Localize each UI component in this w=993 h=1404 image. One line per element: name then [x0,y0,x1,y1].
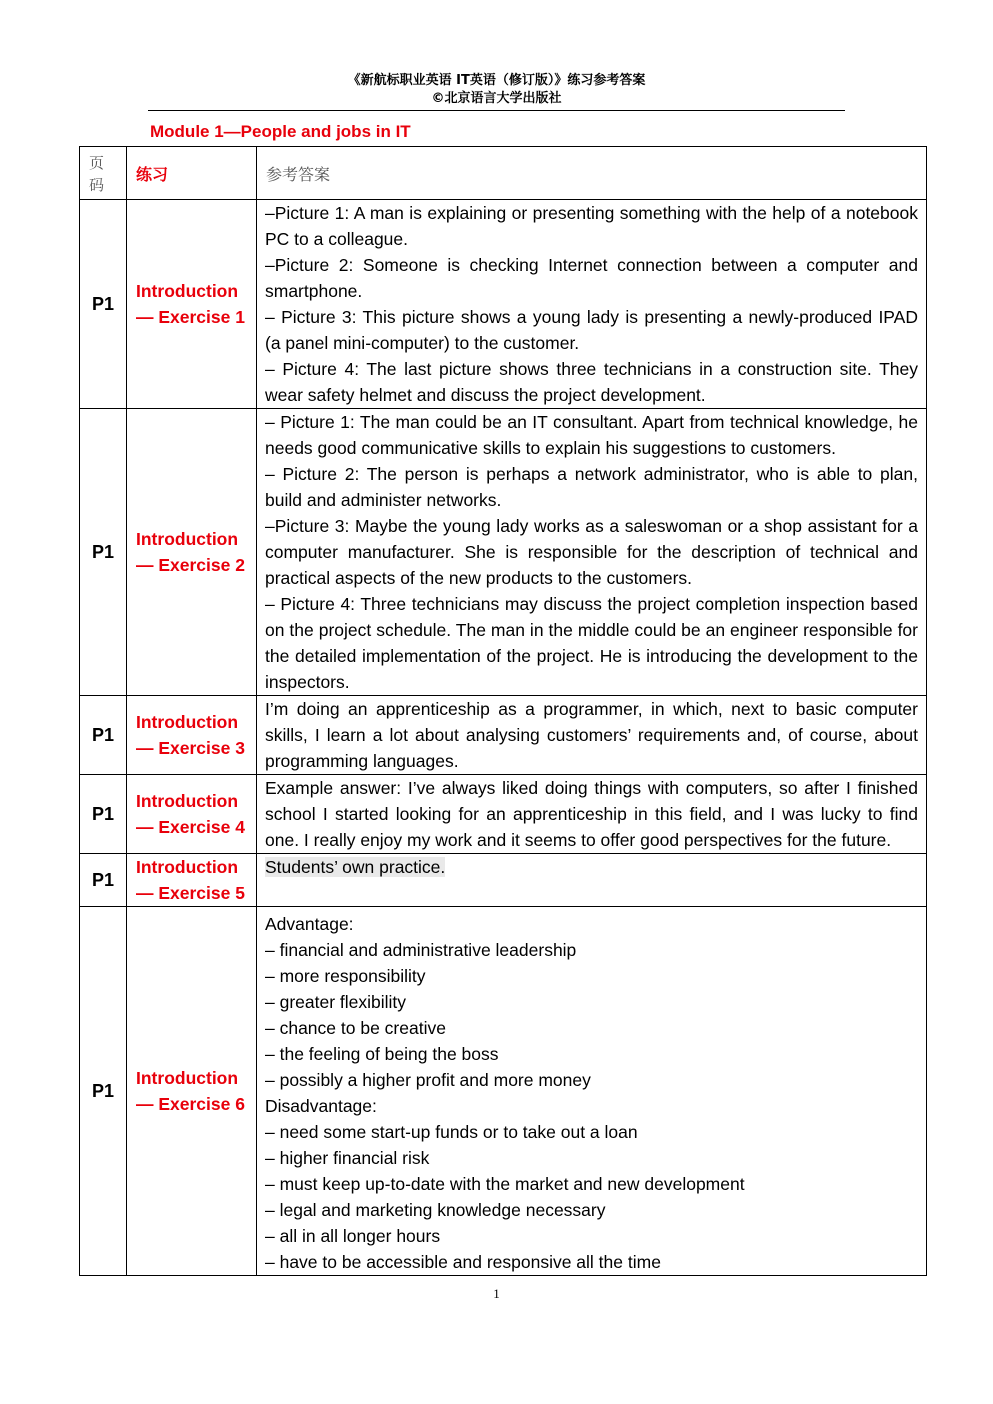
exercise-number: — Exercise 2 [136,555,245,575]
document-header [148,72,845,108]
table-row [80,907,927,1276]
page-cell: P1 [80,696,127,775]
exercise-label: Introduction [136,1068,239,1088]
answer-line: – more responsibility [265,966,426,986]
exercise-label: Introduction [136,529,239,549]
page-cell: P1 [80,409,127,696]
answer-line: –Picture 3: Maybe the young lady works as a saleswoman or a shop assistant for a computer manufacturer. She is responsible for the description of technical and practical aspects of the new products to the customers. [265,516,918,588]
page-number: 1 [493,1286,500,1301]
table-row [80,696,927,775]
answer-line: – Picture 4: The last picture shows three technicians in a construction site. They wear safety helmet and discuss the project development. [265,359,918,405]
answer-line: Disadvantage: [265,1096,377,1116]
answer-line: –Picture 1: A man is explaining or presenting something with the help of a notebook PC to a colleague. [265,203,918,249]
answer-line: – must keep up-to-date with the market and new development [265,1174,745,1194]
exercise-number: — Exercise 6 [136,1094,245,1114]
answer-line: I’m doing an apprenticeship as a programmer, in which, next to basic computer skills, I learn a lot about analysing customers’ requirements and, of course, about programming languages. [265,699,918,771]
page-cell: P1 [80,200,127,409]
page-cell: P1 [80,854,127,907]
header-page-line1: 页 [89,154,105,172]
table-row [80,200,927,409]
exercise-label: Introduction [136,712,239,732]
answer-cell [257,854,927,907]
exercise-label: Introduction [136,791,239,811]
table-header-row [80,147,927,200]
exercise-number: — Exercise 1 [136,307,245,327]
exercise-cell [127,854,257,907]
header-page-cell [80,147,127,200]
header-answer-cell: 参考答案 [257,147,927,200]
table-row [80,854,927,907]
module-title: Module 1—People and jobs in IT [150,122,411,141]
answer-cell [257,200,927,409]
answer-cell [257,907,927,1276]
answer-line: – have to be accessible and responsive all the time [265,1252,661,1272]
header-rule [148,110,845,111]
answer-line: – chance to be creative [265,1018,446,1038]
header-book-title: 《新航标职业英语 IT英语（修订版）》练习参考答案 [347,73,646,88]
answer-line: – greater flexibility [265,992,407,1012]
answer-line: Example answer: I’ve always liked doing things with computers, so after I finished school I started looking for an apprenticeship in this field, and I was lucky to find one. I really enjoy my work and it seems to offer good perspectives for the future. [265,778,918,850]
answer-line: – the feeling of being the boss [265,1044,499,1064]
exercise-number: — Exercise 5 [136,883,245,903]
header-page-line2: 码 [89,176,105,194]
answer-line: Students’ own practice. [265,857,446,877]
answer-line: – financial and administrative leadership [265,940,577,960]
answer-line: – possibly a higher profit and more money [265,1070,591,1090]
answer-line: – higher financial risk [265,1148,430,1168]
answer-cell [257,696,927,775]
header-publisher: ©北京语言大学出版社 [431,91,562,106]
answer-line: – Picture 4: Three technicians may discuss the project completion inspection based on the project schedule. The man in the middle could be an engineer responsible for the detailed implementation of the project. He is introducing the development to the inspectors. [265,594,918,692]
exercise-number: — Exercise 4 [136,817,245,837]
exercise-label: Introduction [136,281,239,301]
answer-line: – Picture 2: The person is perhaps a network administrator, who is able to plan, build and administer networks. [265,464,918,510]
exercise-cell [127,907,257,1276]
answer-line: – need some start-up funds or to take out a loan [265,1122,638,1142]
answer-cell [257,409,927,696]
answer-line: –Picture 2: Someone is checking Internet connection between a computer and smartphone. [265,255,918,301]
exercise-cell [127,409,257,696]
table-row [80,775,927,854]
exercise-number: — Exercise 3 [136,738,245,758]
table-row [80,409,927,696]
exercise-cell [127,200,257,409]
answer-line: – Picture 3: This picture shows a young lady is presenting a newly-produced IPAD (a panel mini-computer) to the customer. [265,307,918,353]
exercise-cell [127,775,257,854]
answer-table [79,146,927,1276]
answer-cell [257,775,927,854]
answer-line: – legal and marketing knowledge necessary [265,1200,606,1220]
exercise-label: Introduction [136,857,239,877]
page-cell: P1 [80,907,127,1276]
answer-line: – all in all longer hours [265,1226,441,1246]
page-cell: P1 [80,775,127,854]
answer-line: Advantage: [265,914,354,934]
exercise-cell [127,696,257,775]
answer-line: – Picture 1: The man could be an IT consultant. Apart from technical knowledge, he needs good communicative skills to explain his suggestions to customers. [265,412,918,458]
header-exercise-cell: 练习 [127,147,257,200]
